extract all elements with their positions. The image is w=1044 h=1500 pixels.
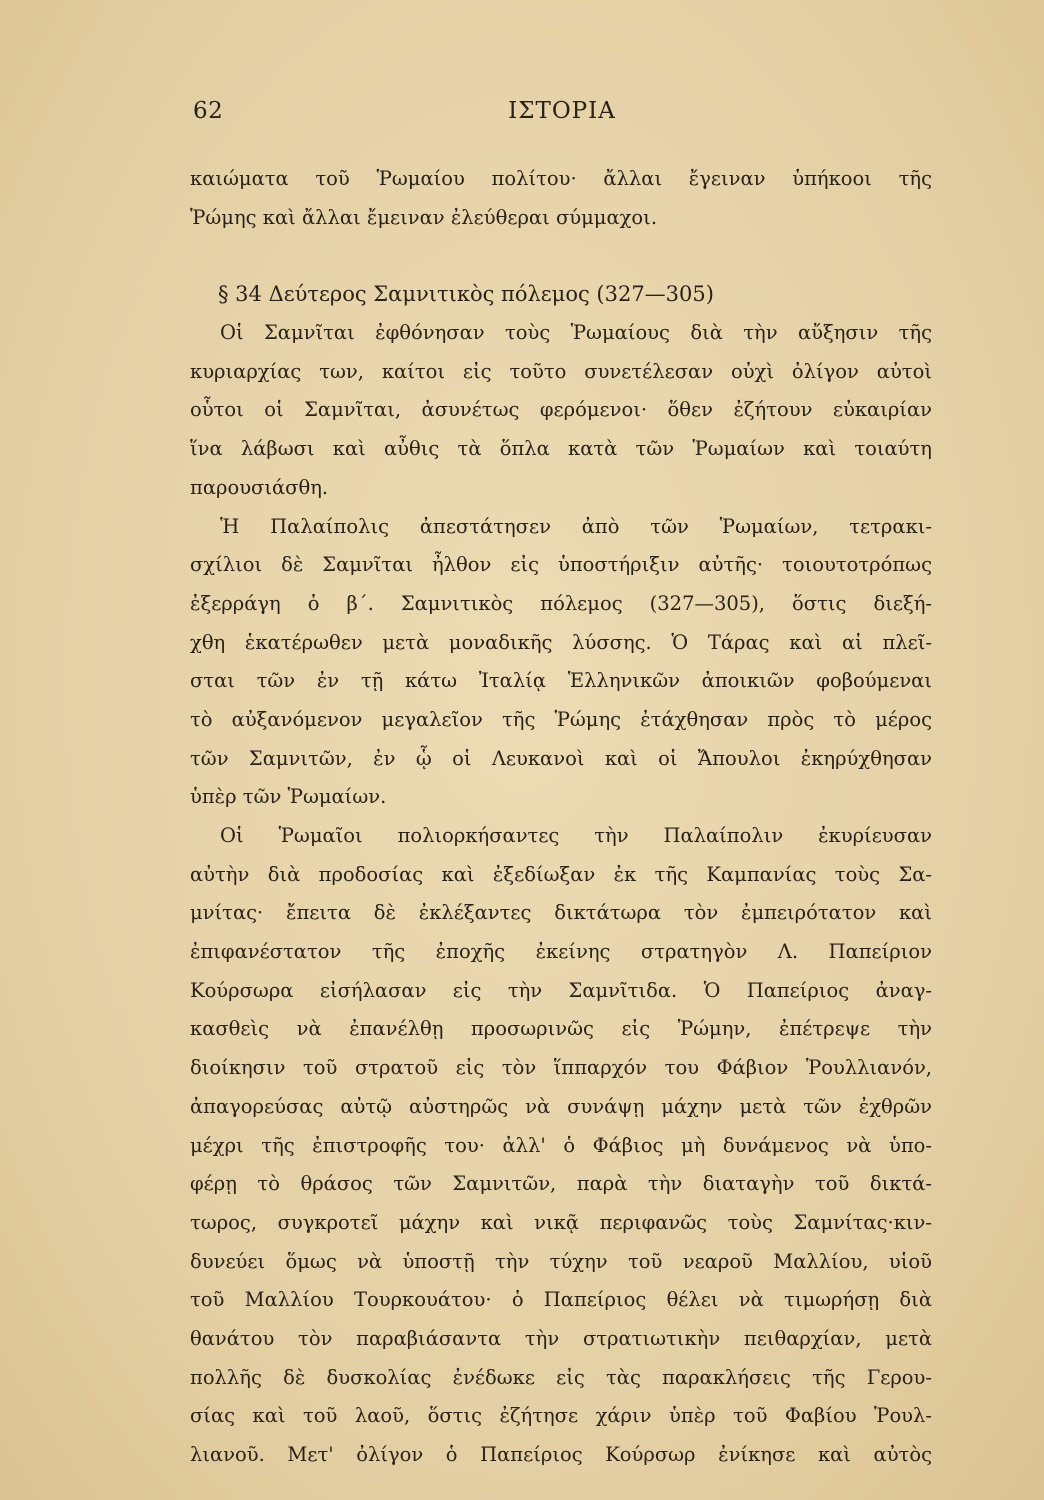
text-line: αὐτὴν διὰ προδοσίας καὶ ἐξεδίωξαν ἐκ τῆς Καμπανίας τοὺς Σα- xyxy=(190,862,932,886)
text-line: σίας καὶ τοῦ λαοῦ, ὅστις ἐζήτησε χάριν ὑπὲρ τοῦ Φαβίου Ῥουλ- xyxy=(190,1404,932,1428)
section-heading: § 34 Δεύτερος Σαμνιτικὸς πόλεμος (327—305) xyxy=(218,282,714,307)
text-line: θανάτου τὸν παραβιάσαντα τὴν στρατιωτικὴν πειθαρχίαν, μετὰ xyxy=(190,1326,932,1350)
page-number: 62 xyxy=(193,98,224,124)
text-line: Οἱ Ῥωμαῖοι πολιορκήσαντες τὴν Παλαίπολιν ἐκυρίευσαν xyxy=(220,824,932,847)
text-line: ὑπὲρ τῶν Ῥωμαίων. xyxy=(190,785,387,809)
paragraph-gap xyxy=(190,237,932,275)
text-line: διοίκησιν τοῦ στρατοῦ εἰς τὸν ἵππαρχόν του Φάβιον Ῥουλλιανόν, xyxy=(190,1056,932,1080)
body-text xyxy=(190,160,932,1475)
text-line: ἀπαγορεύσας αὐτῷ αὐστηρῶς νὰ συνάψῃ μάχην μετὰ τῶν ἐχθρῶν xyxy=(190,1094,932,1118)
text-line: καιώματα τοῦ Ῥωμαίου πολίτου· ἄλλαι ἔγειναν ὑπήκοοι τῆς xyxy=(190,167,932,190)
text-line: φέρῃ τὸ θράσος τῶν Σαμνιτῶν, παρὰ τὴν διαταγὴν τοῦ δικτά- xyxy=(190,1172,932,1196)
running-title: ΙΣΤΟΡΙΑ xyxy=(508,98,616,124)
text-line: Οἱ Σαμνῖται ἐφθόνησαν τοὺς Ῥωμαίους διὰ τὴν αὔξησιν τῆς xyxy=(220,321,932,345)
page-header xyxy=(193,98,931,132)
text-line: δυνεύει ὅμως νὰ ὑποστῇ τὴν τύχην τοῦ νεαροῦ Μαλλίου, υἱοῦ xyxy=(190,1249,932,1273)
text-line: χθη ἑκατέρωθεν μετὰ μοναδικῆς λύσσης. Ὁ Τάρας καὶ αἱ πλεῖ- xyxy=(190,630,932,654)
text-line: μέχρι τῆς ἐπιστροφῆς του· ἀλλ' ὁ Φάβιος μὴ δυνάμενος νὰ ὑπο- xyxy=(190,1133,932,1157)
text-line: κυριαρχίας των, καίτοι εἰς τοῦτο συνετέλεσαν οὐχὶ ὀλίγον αὐτοὶ xyxy=(190,359,932,383)
text-line: τὸ αὐξανόμενον μεγαλεῖον τῆς Ῥώμης ἐτάχθησαν πρὸς τὸ μέρος xyxy=(190,707,932,731)
text-line: πολλῆς δὲ δυσκολίας ἐνέδωκε εἰς τὰς παρακλήσεις τῆς Γερου- xyxy=(190,1365,932,1389)
text-line: παρουσιάσθη. xyxy=(190,475,329,499)
text-line: τοῦ Μαλλίου Τουρκουάτου· ὁ Παπείριος θέλει νὰ τιμωρήσῃ διὰ xyxy=(190,1288,932,1312)
text-line: τωρος, συγκροτεῖ μάχην καὶ νικᾷ περιφανῶς τοὺς Σαμνίτας·κιν- xyxy=(190,1210,932,1234)
text-line: Ἡ Παλαίπολις ἀπεστάτησεν ἀπὸ τῶν Ῥωμαίων, τετρακι- xyxy=(220,514,932,538)
text-line: ἐπιφανέστατον τῆς ἐποχῆς ἐκείνης στρατηγὸν Λ. Παπείριον xyxy=(190,940,932,964)
text-line: σται τῶν ἐν τῇ κάτω Ἰταλίᾳ Ἑλληνικῶν ἀποικιῶν φοβούμεναι xyxy=(190,669,932,693)
text-line: οὗτοι οἱ Σαμνῖται, ἀσυνέτως φερόμενοι· ὅθεν ἐζήτουν εὐκαιρίαν xyxy=(190,398,932,422)
text-line: σχίλιοι δὲ Σαμνῖται ἦλθον εἰς ὑποστήριξιν αὐτῆς· τοιουτοτρόπως xyxy=(190,553,932,577)
text-line: ἐξερράγη ὁ β΄. Σαμνιτικὸς πόλεμος (327—305), ὅστις διεξή- xyxy=(190,591,932,615)
text-line: μνίτας· ἔπειτα δὲ ἐκλέξαντες δικτάτωρα τὸν ἐμπειρότατον καὶ xyxy=(190,901,932,925)
text-line: τῶν Σαμνιτῶν, ἐν ᾧ οἱ Λευκανοὶ καὶ οἱ Ἄπουλοι ἐκηρύχθησαν xyxy=(190,746,932,770)
text-line: Ῥώμης καὶ ἄλλαι ἔμειναν ἐλεύθεραι σύμμαχοι. xyxy=(190,205,658,229)
text-line: ἵνα λάβωσι καὶ αὖθις τὰ ὅπλα κατὰ τῶν Ῥωμαίων καὶ τοιαύτη xyxy=(190,437,932,461)
text-line: Κούρσωρα εἰσήλασαν εἰς τὴν Σαμνῖτιδα. Ὁ Παπείριος ἀναγ- xyxy=(190,978,932,1002)
text-line: λιανοῦ. Μετ' ὀλίγον ὁ Παπείριος Κούρσωρ ἐνίκησε καὶ αὐτὸς xyxy=(190,1443,932,1466)
text-line: κασθεὶς νὰ ἐπανέλθῃ προσωρινῶς εἰς Ῥώμην, ἐπέτρεψε τὴν xyxy=(190,1017,932,1041)
